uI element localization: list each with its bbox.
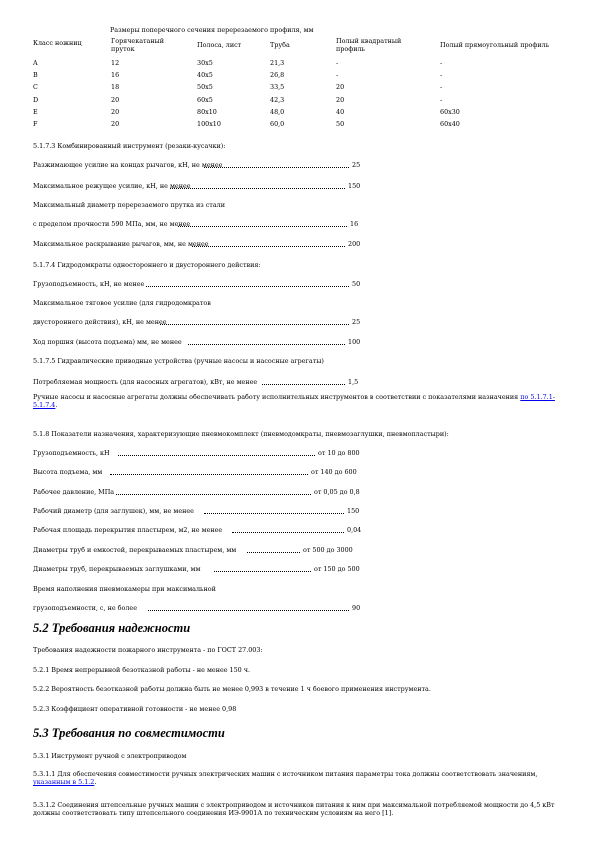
dot-leader <box>232 532 344 533</box>
section-heading-518: 5.1.8 Показатели назначения, характеризующие пневмокомплект (пневмодомкраты, пневмозаглушки, пневмопластыри): <box>33 430 449 438</box>
table-cell: - <box>440 96 443 104</box>
table-col-header: Полоса, лист <box>197 41 242 49</box>
table-cell: 100x10 <box>197 120 221 128</box>
dot-leader <box>116 494 311 495</box>
spec-label: Максимальное раскрывание рычагов, мм, не менее <box>33 240 209 248</box>
spec-value: от 140 до 600 <box>311 468 357 476</box>
spec-label: Рабочий диаметр (для заглушек), мм, не менее <box>33 507 194 515</box>
table-group-header: Размеры поперечного сечения перерезаемого профиля, мм <box>110 26 314 34</box>
table-cell: 60x30 <box>440 108 460 116</box>
table-cell: D <box>33 96 39 104</box>
spec-label: Потребляемая мощность (для насосных агрегатов), кВт, не менее <box>33 378 258 386</box>
spec-value: 150 <box>348 182 361 190</box>
table-cell: 60x40 <box>440 120 460 128</box>
spec-value: от 0,05 до 0,8 <box>314 488 360 496</box>
paragraph-text: 5.3.1.1 Для обеспечения совместимости ручных электрических машин с источником питания параметры тока должны соответствовать значениям, <box>33 770 538 778</box>
spec-value: 50 <box>352 280 361 288</box>
paragraph-pumps <box>33 393 563 409</box>
section-heading-5174: 5.1.7.4 Гидродомкраты одностороннего и двустороннего действия: <box>33 261 261 269</box>
spec-value: 1,5 <box>348 378 359 386</box>
table-cell: 30x5 <box>197 59 213 67</box>
table-cell: 50x5 <box>197 83 213 91</box>
table-cell: - <box>440 83 443 91</box>
table-cell: 40x5 <box>197 71 213 79</box>
dot-leader <box>192 246 345 247</box>
spec-text: Максимальный диаметр перерезаемого прутка из стали <box>33 201 225 209</box>
spec-label: Максимальное режущее усилие, кН, не менее <box>33 182 191 190</box>
table-cell: 60,0 <box>270 120 285 128</box>
table-cell: 33,5 <box>270 83 285 91</box>
table-cell: 26,8 <box>270 71 285 79</box>
spec-value: от 500 до 3000 <box>303 546 353 554</box>
table-cell: 20 <box>111 120 120 128</box>
table-col-header: Полый квадратный профиль <box>336 37 402 53</box>
spec-label: Разжимающее усилие на концах рычагов, кН, не менее <box>33 161 223 169</box>
spec-label: Рабочее давление, МПа <box>33 488 115 496</box>
table-cell: - <box>440 71 443 79</box>
table-cell: 12 <box>111 59 120 67</box>
table-cell: 42,3 <box>270 96 285 104</box>
spec-value: от 150 до 500 <box>314 565 360 573</box>
spec-text: Максимальное тяговое усилие (для гидродомкратов <box>33 299 211 307</box>
table-cell: 20 <box>111 108 120 116</box>
spec-label: Высота подъема, мм <box>33 468 103 476</box>
table-cell: C <box>33 83 38 91</box>
spec-label: Диаметры труб, перекрываемых заглушками, мм <box>33 565 201 573</box>
paragraph-5312: 5.3.1.2 Соединения штепсельные ручных машин с электроприводом и источников питания к ним при максимальной потребляемой мощности до 4,5 кВт должны соответствовать типу штепсельного соединения ИЭ-9901А по техническим условиям на него [1]. <box>33 801 555 817</box>
link-512[interactable]: указанным в 5.1.2 <box>33 778 95 786</box>
table-cell: 20 <box>336 96 345 104</box>
section-heading-5175: 5.1.7.5 Гидравлические приводные устройства (ручные насосы и насосные агрегаты) <box>33 357 324 365</box>
spec-value: 200 <box>348 240 361 248</box>
table-cell: 20 <box>336 83 345 91</box>
table-cell: 18 <box>111 83 120 91</box>
paragraph: 5.2.1 Время непрерывной безотказной работы - не менее 150 ч. <box>33 666 251 674</box>
dot-leader <box>146 286 349 287</box>
section-heading-5173: 5.1.7.3 Комбинированный инструмент (резаки-кусачки): <box>33 142 226 150</box>
table-class-header: Класс ножниц <box>33 39 82 47</box>
paragraph-5311 <box>33 770 563 786</box>
dot-leader <box>118 455 315 456</box>
table-col-header: Полый прямоугольный профиль <box>440 41 550 49</box>
spec-label: Рабочая площадь перекрытия пластырем, м2, не менее <box>33 526 223 534</box>
paragraph: 5.2.2 Вероятность безотказной работы должна быть не менее 0,993 в течение 1 ч боевого применения инструмента. <box>33 685 431 693</box>
paragraph-tail: . <box>55 401 58 409</box>
table-cell: - <box>336 71 339 79</box>
table-cell: 80x10 <box>197 108 217 116</box>
paragraph-tail: . <box>94 778 97 786</box>
dot-leader <box>110 474 308 475</box>
table-cell: 48,0 <box>270 108 285 116</box>
table-cell: 21,3 <box>270 59 285 67</box>
link-5171-5174[interactable]: по 5.1.7.1-5.1.7.4 <box>33 393 555 409</box>
spec-value: 150 <box>347 507 360 515</box>
table-cell: F <box>33 120 38 128</box>
paragraph: 5.2.3 Коэффициент оперативной готовности - не менее 0,98 <box>33 705 237 713</box>
section-heading-53: 5.3 Требования по совместимости <box>33 726 225 740</box>
spec-label: Грузоподъемность, кН, не менее <box>33 280 145 288</box>
spec-label: Грузоподъемность, кН <box>33 449 110 457</box>
table-col-header: Горячекатаный пруток <box>111 37 164 53</box>
spec-value: от 10 до 800 <box>318 449 360 457</box>
table-cell: 50 <box>336 120 345 128</box>
spec-text: Время наполнения пневмокамеры при максимальной <box>33 585 216 593</box>
dot-leader <box>148 610 349 611</box>
spec-label: двустороннего действия), кН, не менее <box>33 318 167 326</box>
table-cell: - <box>440 59 443 67</box>
spec-value: 0,04 <box>347 526 362 534</box>
dot-leader <box>262 384 345 385</box>
dot-leader <box>204 513 344 514</box>
table-cell: 20 <box>111 96 120 104</box>
dot-leader <box>247 552 300 553</box>
table-cell: 40 <box>336 108 345 116</box>
paragraph-text: Ручные насосы и насосные агрегаты должны обеспечивать работу исполнительных инструментов в соответствии с показателями назначения <box>33 393 519 401</box>
table-cell: E <box>33 108 38 116</box>
section-heading-52: 5.2 Требования надежности <box>33 621 191 635</box>
spec-label: Ход поршня (высота подъема) мм, не менее <box>33 338 182 346</box>
table-cell: 16 <box>111 71 120 79</box>
spec-value: 90 <box>352 604 361 612</box>
spec-value: 16 <box>350 220 359 228</box>
dot-leader <box>204 167 349 168</box>
table-cell: A <box>33 59 38 67</box>
spec-label: Диаметры труб и емкостей, перекрываемых пластырем, мм <box>33 546 237 554</box>
table-cell: 60x5 <box>197 96 213 104</box>
paragraph: 5.3.1 Инструмент ручной с электроприводом <box>33 752 187 760</box>
paragraph: Требования надежности пожарного инструмента - по ГОСТ 27.003: <box>33 646 263 654</box>
table-col-header: Труба <box>270 41 290 49</box>
dot-leader <box>160 324 349 325</box>
dot-leader <box>214 571 311 572</box>
spec-value: 25 <box>352 318 361 326</box>
spec-label: с пределом прочности 590 МПа, мм, не менее <box>33 220 191 228</box>
table-cell: - <box>336 59 339 67</box>
spec-value: 25 <box>352 161 361 169</box>
dot-leader <box>178 226 347 227</box>
table-cell: B <box>33 71 38 79</box>
spec-value: 100 <box>348 338 361 346</box>
dot-leader <box>170 188 345 189</box>
dot-leader <box>188 344 345 345</box>
spec-label: грузоподъемности, с, не более <box>33 604 137 612</box>
